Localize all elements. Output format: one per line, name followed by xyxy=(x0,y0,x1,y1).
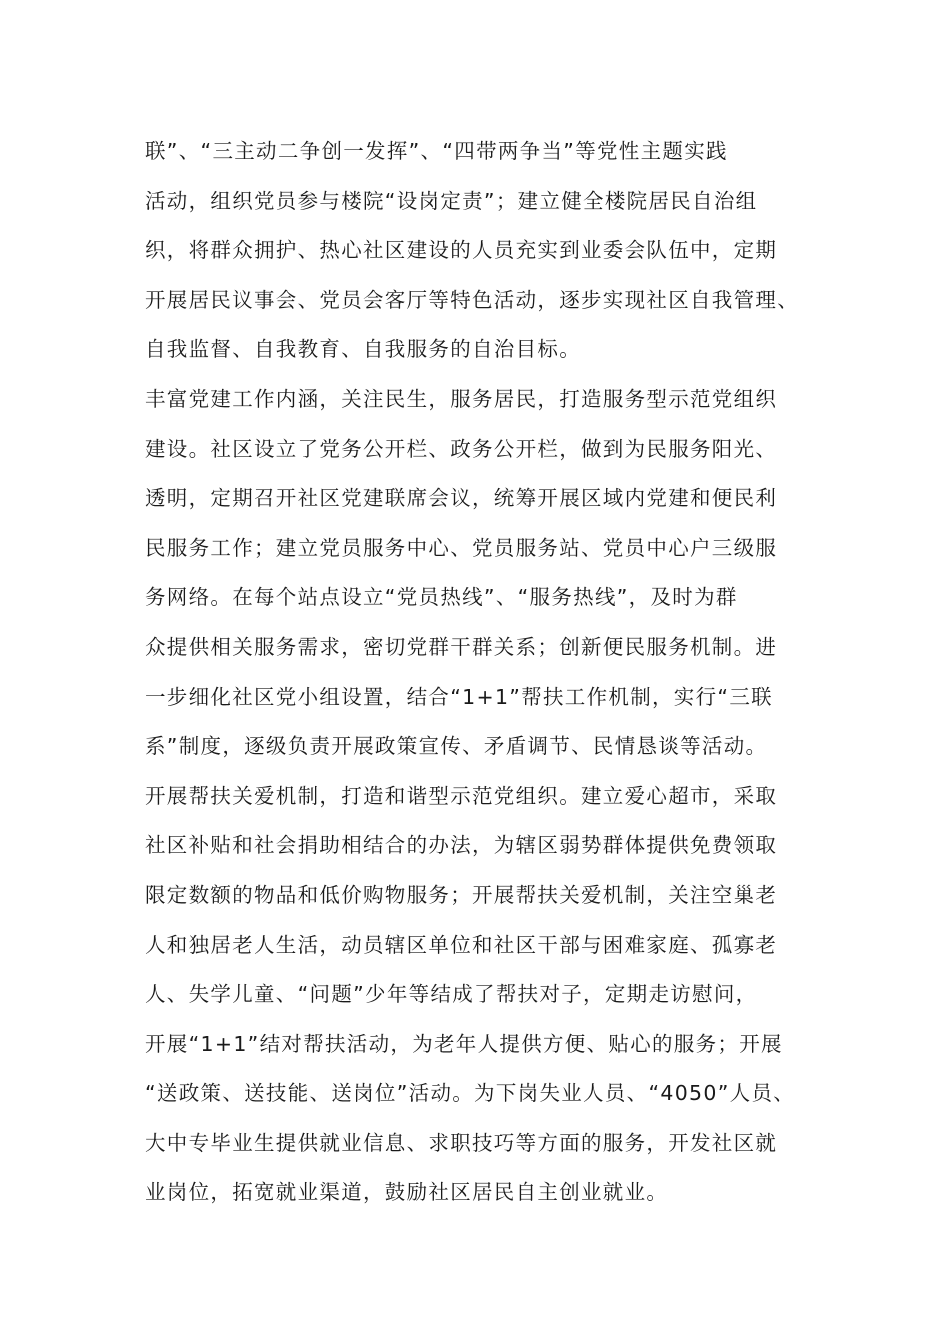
text-line: 民服务工作；建立党员服务中心、党员服务站、党员中心户三级服 xyxy=(145,535,778,560)
text-line: 务网络。在每个站点设立“党员热线”、“服务热线”，及时为群 xyxy=(145,585,738,610)
text-line: “送政策、送技能、送岗位”活动。为下岗失业人员、“4050”人员、 xyxy=(145,1081,796,1106)
paragraph-start-line: 开展帮扶关爱机制，打造和谐型示范党组织。建立爱心超市，采取 xyxy=(145,783,778,808)
text-line: 人和独居老人生活，动员辖区单位和社区干部与困难家庭、孤寡老 xyxy=(145,932,778,957)
text-line: 社区补贴和社会捐助相结合的办法，为辖区弱势群体提供免费领取 xyxy=(145,833,778,858)
text-line: 业岗位，拓宽就业渠道，鼓励社区居民自主创业就业。 xyxy=(145,1180,669,1205)
text-line: 开展“1+1”结对帮扶活动，为老年人提供方便、贴心的服务；开展 xyxy=(145,1031,783,1056)
text-line: 系”制度，逐级负责开展政策宣传、矛盾调节、民情恳谈等活动。 xyxy=(145,734,768,759)
paragraph-start-line: 丰富党建工作内涵，关注民生，服务居民，打造服务型示范党组织 xyxy=(145,386,778,411)
text-line: 透明，定期召开社区党建联席会议，统筹开展区域内党建和便民利 xyxy=(145,486,778,511)
text-line: 一步细化社区党小组设置，结合“1+1”帮扶工作机制，实行“三联 xyxy=(145,684,773,709)
text-line: 自我监督、自我教育、自我服务的自治目标。 xyxy=(145,337,581,362)
text-line: 建设。社区设立了党务公开栏、政务公开栏，做到为民服务阳光、 xyxy=(145,436,778,461)
text-line: 联”、“三主动二争创一发挥”、“四带两争当”等党性主题实践 xyxy=(145,139,728,163)
text-line: 开展居民议事会、党员会客厅等特色活动，逐步实现社区自我管理、 xyxy=(145,287,799,312)
text-line: 活动，组织党员参与楼院“设岗定责”；建立健全楼院居民自治组 xyxy=(145,188,758,213)
text-line: 限定数额的物品和低价购物服务；开展帮扶关爱机制，关注空巢老 xyxy=(145,882,778,907)
body-text xyxy=(145,127,845,1218)
text-line: 大中专毕业生提供就业信息、求职技巧等方面的服务，开发社区就 xyxy=(145,1130,778,1155)
text-line: 人、失学儿童、“问题”少年等结成了帮扶对子，定期走访慰问， xyxy=(145,982,758,1007)
text-line: 织，将群众拥护、热心社区建设的人员充实到业委会队伍中，定期 xyxy=(145,238,778,263)
text-line: 众提供相关服务需求，密切党群干群关系；创新便民服务机制。进 xyxy=(145,634,778,659)
